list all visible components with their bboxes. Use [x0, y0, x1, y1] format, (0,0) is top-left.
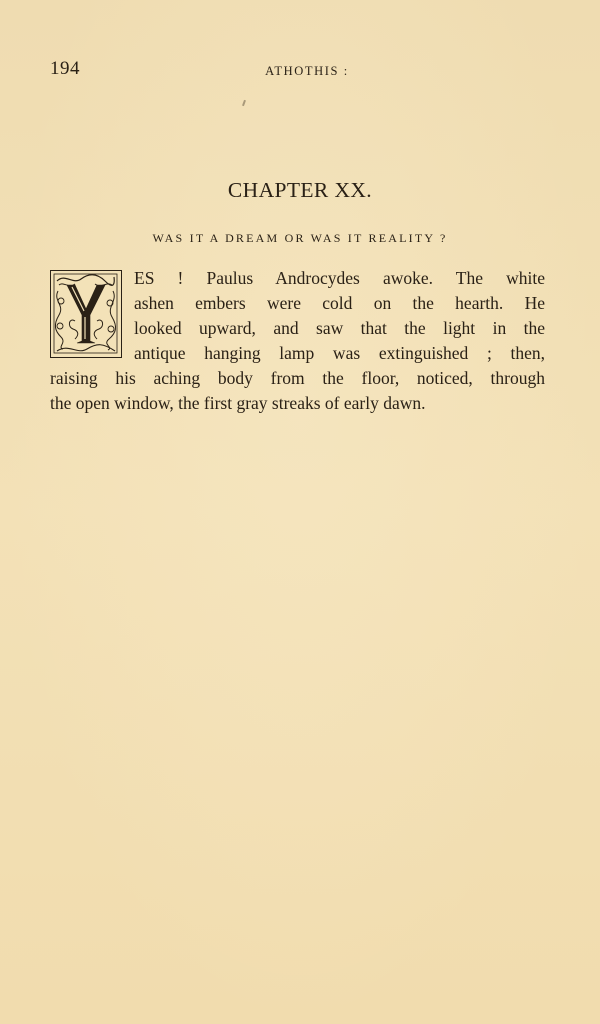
- body-paragraph: [50, 266, 545, 416]
- text-line: looked upward, and saw that the light in the: [134, 318, 545, 338]
- text-line: ashen embers were cold on the hearth. He: [134, 293, 545, 313]
- text-line: ES ! Paulus Androcydes awoke. The white: [134, 268, 545, 288]
- text-line: antique hanging lamp was extinguished ; then,: [134, 343, 545, 363]
- print-speck: [242, 100, 246, 106]
- text-line: raising his aching body from the floor, noticed, through: [50, 368, 545, 388]
- text-line: the open window, the first gray streaks of early dawn.: [50, 393, 426, 413]
- chapter-subtitle: WAS IT A DREAM OR WAS IT REALITY ?: [152, 231, 448, 245]
- running-head-text: ATHOTHIS :: [265, 64, 349, 78]
- page-number: 194: [50, 58, 80, 79]
- chapter-title: CHAPTER XX.: [227, 178, 373, 202]
- running-head: [0, 64, 600, 79]
